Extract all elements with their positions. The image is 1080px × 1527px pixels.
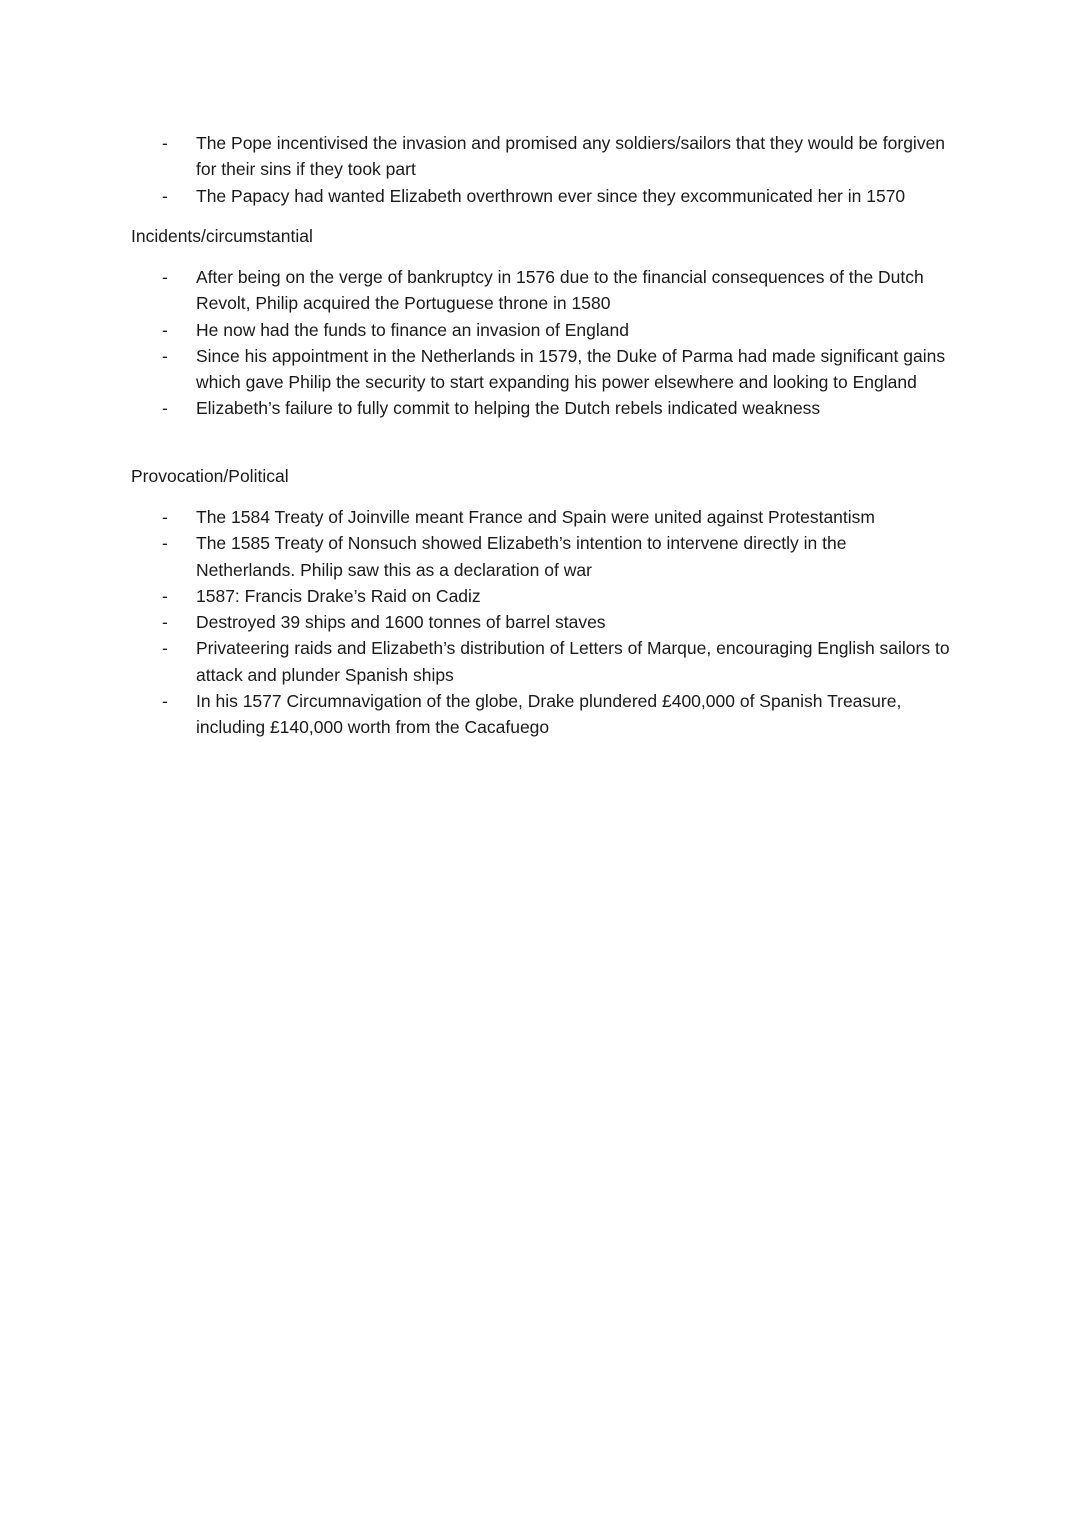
bullet-text: The Papacy had wanted Elizabeth overthrown ever since they excommunicated her in 1570 (196, 185, 906, 206)
bullet-marker: - (162, 612, 168, 633)
bullet-marker: - (162, 398, 168, 419)
bullet-text: The Pope incentivised the invasion and promised any soldiers/sailors that they would be forgiven for their sins if they took part (196, 133, 946, 180)
section-heading-incidents: Incidents/circumstantial (131, 226, 313, 246)
list-item (0, 609, 1080, 635)
list-item (0, 504, 1080, 530)
bullet-text: The 1584 Treaty of Joinville meant France and Spain were united against Protestantism (196, 507, 875, 527)
list-item (0, 264, 1080, 317)
list-item (0, 583, 1080, 609)
papacy-bullet-list (0, 130, 1080, 209)
bullet-marker: - (162, 533, 168, 554)
section-heading-provocation: Provocation/Political (131, 466, 289, 486)
bullet-marker: - (162, 185, 168, 206)
provocation-bullet-list (0, 504, 1080, 741)
bullet-marker: - (162, 507, 168, 527)
bullet-marker: - (162, 133, 168, 153)
bullet-text: Privateering raids and Elizabeth’s distribution of Letters of Marque, encouraging English sailors to attack and plunder Spanish ships (196, 638, 950, 685)
bullet-marker: - (162, 319, 168, 340)
list-item (0, 635, 1080, 688)
bullet-marker: - (162, 691, 168, 712)
incidents-bullet-list (0, 264, 1080, 422)
list-item (0, 317, 1080, 343)
list-item (0, 395, 1080, 421)
bullet-marker: - (162, 638, 168, 659)
list-item (0, 688, 1080, 741)
bullet-text: He now had the funds to finance an invasion of England (196, 319, 629, 340)
bullet-marker: - (162, 345, 168, 366)
list-item (0, 130, 1080, 183)
list-item (0, 183, 1080, 209)
list-item (0, 530, 1080, 583)
bullet-marker: - (162, 267, 168, 287)
bullet-text: After being on the verge of bankruptcy in 1576 due to the financial consequences of the Dutch Revolt, Philip acquired the Portuguese throne in 1580 (196, 267, 924, 314)
list-item (0, 343, 1080, 396)
bullet-text: Destroyed 39 ships and 1600 tonnes of barrel staves (196, 612, 606, 633)
bullet-text: Since his appointment in the Netherlands in 1579, the Duke of Parma had made significant gains which gave Philip the security to start expanding his power elsewhere and looking to England (196, 345, 946, 393)
bullet-marker: - (162, 585, 168, 606)
bullet-text: 1587: Francis Drake’s Raid on Cadiz (196, 585, 481, 606)
bullet-text: Elizabeth’s failure to fully commit to helping the Dutch rebels indicated weakness (196, 398, 821, 419)
bullet-text: The 1585 Treaty of Nonsuch showed Elizabeth’s intention to intervene directly in the Netherlands. Philip saw this as a declaration of war (196, 533, 847, 580)
bullet-text: In his 1577 Circumnavigation of the globe, Drake plundered £400,000 of Spanish Treasure, including £140,000 worth from the Cacafuego (196, 691, 902, 738)
